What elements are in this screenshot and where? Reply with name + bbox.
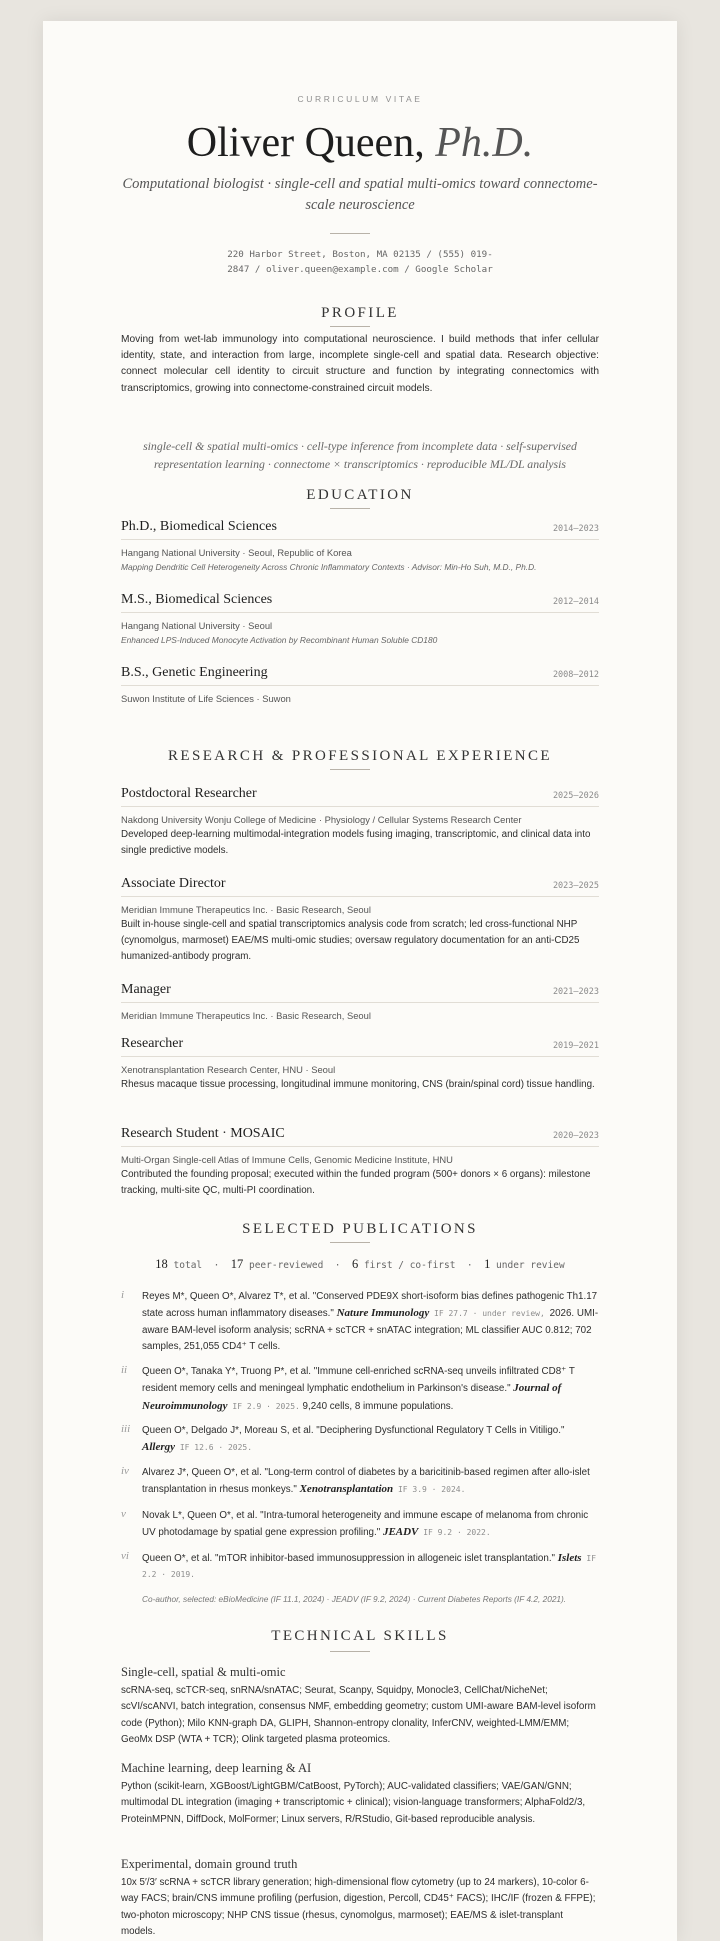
pub-citation: Queen O*, Tanaka Y*, Truong P*, et al. "Immune cell-enriched scRNA-seq unveils infiltrated CD8⁺ T resident memory cells and meningeal lymphatic endothelium in Parkinson's disease." <box>142 1366 575 1395</box>
publication-item <box>121 1423 599 1457</box>
entry-title: Ph.D., Biomedical Sciences <box>121 519 277 534</box>
stat-label: first / co-first <box>363 1260 456 1271</box>
person-name <box>121 118 599 168</box>
tagline: Computational biologist · single-cell and spatial multi-omics toward connectome-scale neuroscience <box>122 176 598 213</box>
entry-title: M.S., Biomedical Sciences <box>121 592 273 607</box>
entry-desc: Built in-house single-cell and spatial transcriptomics analysis code from scratch; led cross-functional NHP (cynomolgus, marmoset) EAE/MS multi-omic studies; oversaw regulatory documentation for an anti-CD25 humanized-antibody program. <box>121 919 580 962</box>
entry-org: Meridian Immune Therapeutics Inc. · Basic Research, Seoul <box>121 1010 371 1021</box>
entry-date: 2014–2023 <box>552 524 599 534</box>
pub-citation: Alvarez J*, Queen O*, et al. "Long-term control of diabetes by a baricitinib-based regimen after allo-islet transplantation in rhesus monkeys." <box>142 1467 590 1496</box>
cv-page <box>43 21 677 1941</box>
divider <box>330 1242 370 1243</box>
divider <box>330 1651 370 1652</box>
pub-number: ii <box>121 1364 128 1376</box>
skill-category: Experimental, domain ground truth <box>121 1857 298 1871</box>
entry-date: 2023–2025 <box>552 881 599 891</box>
divider <box>330 508 370 509</box>
divider <box>330 233 370 234</box>
entry-note: Enhanced LPS-Induced Monocyte Activation by Recombinant Human Soluble CD180 <box>121 635 438 645</box>
entry-desc: Developed deep-learning multimodal-integration models fusing imaging, transcriptomic, and clinical data into single predictive models. <box>121 829 591 856</box>
entry-desc: Contributed the founding proposal; executed within the funded program (500+ donors × 6 organs): milestone tracking, multi-site QC, multi-PI coordination. <box>121 1169 591 1196</box>
entry-note: Mapping Dendritic Cell Heterogeneity Across Chronic Inflammatory Contexts · Advisor: Min-Ho Suh, M.D., Ph.D. <box>121 562 537 572</box>
entry-org: Nakdong University Wonju College of Medicine · Physiology / Cellular Systems Research Center <box>121 814 522 825</box>
stat-peer: 17 <box>230 1257 244 1271</box>
skill-category: Single-cell, spatial & multi-omic <box>121 1665 286 1679</box>
pub-meta: IF 9.2 · 2022. <box>418 1528 491 1538</box>
education-entry <box>121 592 599 647</box>
experience-entry <box>121 982 599 1023</box>
entry-desc: Rhesus macaque tissue processing, longitudinal immune monitoring, CNS (brain/spinal cord) tissue handling. <box>121 1079 595 1090</box>
entry-org: Xenotransplantation Research Center, HNU · Seoul <box>121 1064 336 1075</box>
coauthor-note: Co-author, selected: eBioMedicine (IF 11.1, 2024) · JEADV (IF 9.2, 2024) · Current Diabetes Reports (IF 4.2, 2021). <box>142 1594 567 1604</box>
section-title-skills: TECHNICAL SKILLS <box>271 1628 449 1644</box>
pub-meta: IF 12.6 · 2025. <box>175 1443 253 1453</box>
entry-org: Suwon Institute of Life Sciences · Suwon <box>121 693 291 704</box>
entry-org: Hangang National University · Seoul, Republic of Korea <box>121 547 352 558</box>
entry-date: 2019–2021 <box>552 1041 599 1051</box>
pub-citation: Queen O*, et al. "mTOR inhibitor-based immunosuppression in allogeneic islet transplantation." <box>142 1553 558 1564</box>
divider <box>330 769 370 770</box>
skill-category: Machine learning, deep learning & AI <box>121 1761 312 1775</box>
entry-date: 2025–2026 <box>552 791 599 801</box>
entry-title: Manager <box>121 982 171 997</box>
entry-title: Associate Director <box>121 876 226 891</box>
pub-number: vi <box>121 1550 129 1562</box>
pub-citation: Reyes M*, Queen O*, Alvarez T*, et al. "Conserved PDE9X short-isoform bias defines pathogenic Th1.17 state across human inflammatory diseases." <box>142 1291 598 1320</box>
experience-entry <box>121 1036 599 1093</box>
cv-kicker: CURRICULUM VITAE <box>297 94 423 104</box>
education-entry <box>121 665 599 706</box>
pub-journal: Journal of Neuroimmunology <box>142 1382 562 1412</box>
entry-date: 2020–2023 <box>552 1131 599 1141</box>
stat-total: 18 <box>155 1257 168 1271</box>
pub-tail: 2026. UMI-aware BAM-level isoform analysis; scRNA + scTCR + snATAC integration; ML classifier AUC 0.812; 702 samples, 251,055 CD4⁺ T cells. <box>142 1308 599 1352</box>
pub-journal: JEADV <box>382 1526 419 1539</box>
divider <box>330 326 370 327</box>
section-title-education: EDUCATION <box>306 487 414 503</box>
stat-first: 6 <box>351 1257 359 1271</box>
pub-number: i <box>121 1289 125 1301</box>
entry-org: Meridian Immune Therapeutics Inc. · Basic Research, Seoul <box>121 904 371 915</box>
contact-info <box>121 247 599 277</box>
experience-entry <box>121 786 599 859</box>
degree-text: Ph.D. <box>435 120 534 166</box>
entry-title: Postdoctoral Researcher <box>121 786 257 801</box>
pub-journal: Nature Immunology <box>336 1307 430 1320</box>
pub-meta: IF 27.7 · under review, <box>429 1309 550 1319</box>
name-text: Oliver Queen, <box>186 120 425 166</box>
stat-label: peer-reviewed <box>248 1260 324 1271</box>
pub-meta: IF 2.9 · 2025. <box>227 1401 300 1411</box>
entry-date: 2021–2023 <box>552 987 599 997</box>
research-tags: single-cell & spatial multi-omics · cell-type inference from incomplete data · self-supervised representation learning · connectome × transcriptomics · reproducible ML/DL analysis <box>143 439 577 471</box>
pub-journal: Xenotransplantation <box>299 1483 394 1496</box>
stat-review: 1 <box>484 1257 491 1271</box>
entry-org: Hangang National University · Seoul <box>121 620 273 631</box>
entry-org: Multi-Organ Single-cell Atlas of Immune Cells, Genomic Medicine Institute, HNU <box>121 1154 453 1165</box>
pub-number: v <box>121 1508 126 1520</box>
pub-citation: Queen O*, Delgado J*, Moreau S, et al. "Deciphering Dysfunctional Regulatory T Cells in Vitiligo." <box>142 1425 565 1436</box>
publication-item <box>121 1465 599 1499</box>
section-title-experience: RESEARCH & PROFESSIONAL EXPERIENCE <box>168 748 552 764</box>
skill-text: 10x 5′/3′ scRNA + scTCR library generation; high-dimensional flow cytometry (up to 24 markers), 10-color 6-way FACS; brain/CNS immune profiling (perfusion, digestion, Percoll, CD45⁺ FACS); IHC/IF (frozen & FFPE); two-photon microscopy; NHP CNS tissue (rhesus, cynomolgus, marmoset); EAE/MS & islet-transplant models. <box>121 1877 596 1937</box>
pub-journal: Allergy <box>142 1441 175 1454</box>
experience-entry <box>121 1126 599 1199</box>
entry-date: 2012–2014 <box>552 597 599 607</box>
experience-entry <box>121 876 599 965</box>
pub-number: iii <box>121 1423 131 1435</box>
profile-text: Moving from wet-lab immunology into computational neuroscience. I build methods that infer cellular identity, state, and interaction from large, incomplete single-cell and spatial data. Research objective: connect molecular cell identity to circuit structure and function by integrating connectomics with transcriptomics, growing into connectome-constrained circuit models. <box>121 334 599 394</box>
stat-label: total <box>173 1260 203 1271</box>
contact-line: 2847 / oliver.queen@example.com / Google Scholar <box>227 264 493 275</box>
entry-title: Research Student · MOSAIC <box>121 1126 285 1141</box>
pub-tail: 9,240 cells, 8 immune populations. <box>299 1400 454 1412</box>
skill-text: scRNA-seq, scTCR-seq, snRNA/snATAC; Seurat, Scanpy, Squidpy, Monocle3, CellChat/NicheNet; scVI/scANVI, batch integration, consensus NMF, embedding geometry; custom UMI-aware BAM-level isoform code (Python); Milo KNN-graph DA, GLIPH, Shannon-entropy clonality, InferCNV, weighted-LMM/EMM; GeoMx DSP (WTA + TCR); Olink targeted plasma proteomics. <box>121 1685 596 1745</box>
entry-title: B.S., Genetic Engineering <box>121 665 268 680</box>
pub-journal: Islets <box>557 1552 582 1564</box>
education-entry <box>121 519 599 574</box>
stat-label: under review <box>496 1260 565 1271</box>
pub-citation: Novak L*, Queen O*, et al. "Intra-tumoral heterogeneity and immune escape of melanoma from chronic UV photodamage by spatial gene expression profiling." <box>142 1510 589 1539</box>
entry-date: 2008–2012 <box>552 670 599 680</box>
skill-text: Python (scikit-learn, XGBoost/LightGBM/CatBoost, PyTorch); AUC-validated classifiers; VAE/GAN/GNN; multimodal DL integration (imaging + transcriptomic + clinical); vision-language transformers; AlphaFold2/3, ProteinMPNN, DiffDock, MolFormer; Linux servers, R/RStudio, Git-based reproducible analysis. <box>121 1781 586 1825</box>
section-title-publications: SELECTED PUBLICATIONS <box>242 1221 478 1237</box>
entry-title: Researcher <box>121 1036 184 1051</box>
publication-item <box>121 1364 599 1415</box>
publication-stats: 18 total · 17 peer-reviewed · 6 first / co-first · 1 under review <box>155 1257 565 1271</box>
publication-item <box>121 1289 599 1355</box>
publication-item <box>121 1550 599 1584</box>
contact-line: 220 Harbor Street, Boston, MA 02135 / (555) 019- <box>227 249 493 260</box>
section-title-profile: PROFILE <box>321 305 399 321</box>
pub-meta: IF 2.2 · 2019. <box>142 1554 597 1580</box>
publication-item <box>121 1508 599 1542</box>
pub-meta: IF 3.9 · 2024. <box>393 1485 466 1495</box>
pub-number: iv <box>121 1465 129 1477</box>
